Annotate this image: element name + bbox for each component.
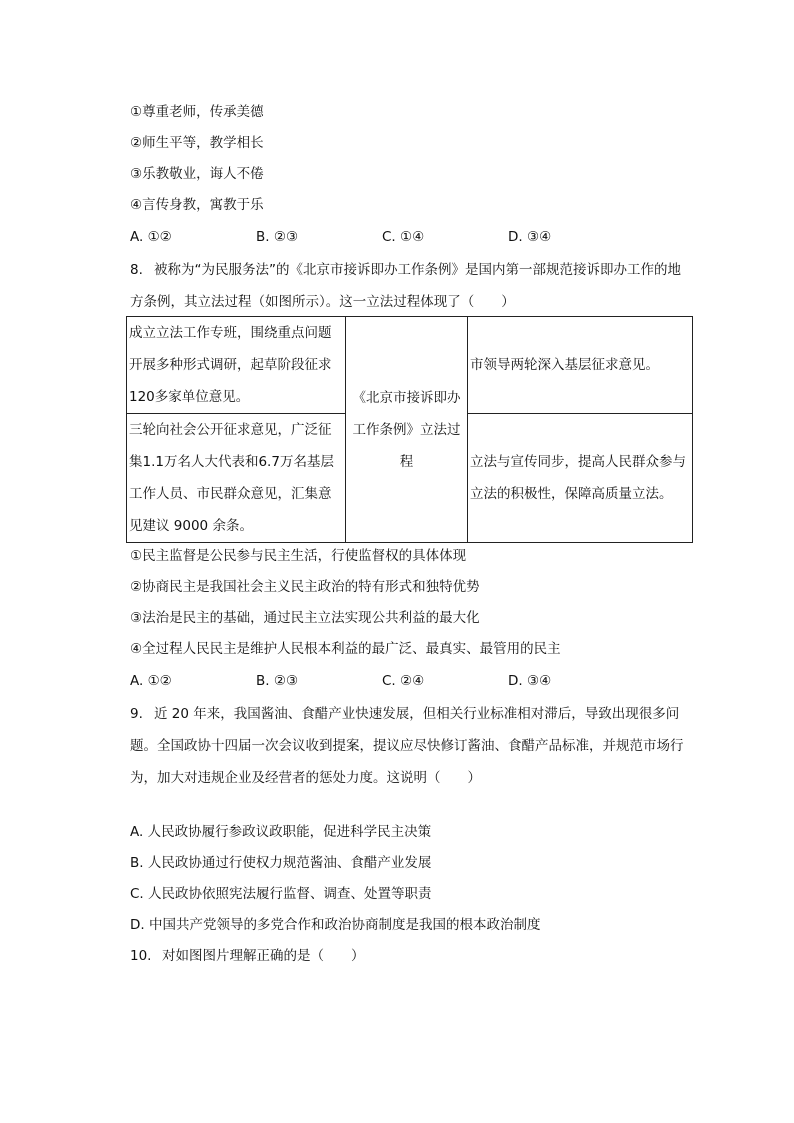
q7-option-c[interactable]: C. ①④ <box>382 229 425 245</box>
q8-option-d[interactable]: D. ③④ <box>508 673 552 689</box>
q8-item-2: ②协商民主是我国社会主义民主政治的特有形式和独特优势 <box>130 579 480 595</box>
q10-stem-text: 对如图图片理解正确的是（ ） <box>162 948 365 964</box>
table-top-left: 成立立法工作专班，围绕重点问题开展多种形式调研，起草阶段征求120多家单位意见。 <box>127 317 346 414</box>
q8-item-4: ④全过程人民民主是维护人民根本利益的最广泛、最真实、最管用的民主 <box>130 641 561 657</box>
q9-stem <box>130 698 692 794</box>
q8-item-3: ③法治是民主的基础，通过民主立法实现公共利益的最大化 <box>130 610 480 626</box>
q8-number: 8. <box>130 262 143 278</box>
table-top-right: 市领导两轮深入基层征求意见。 <box>468 317 693 414</box>
q9-number: 9. <box>130 706 143 722</box>
q7-option-b[interactable]: B. ②③ <box>256 229 299 245</box>
q9-stem-text: 近 20 年来，我国酱油、食醋产业快速发展，但相关行业标准相对滞后，导致出现很多问题。全国政协十四届一次会议收到提案，提议应尽快修订酱油、食醋产品标准，并规范市场行为，加大对违规企业及经营者的惩处力度。这说明（ ） <box>130 706 684 786</box>
q10-number: 10. <box>130 948 152 964</box>
q7-item-2: ②师生平等，教学相长 <box>130 135 264 151</box>
q9-option-b[interactable]: B. 人民政协通过行使权力规范酱油、食醋产业发展 <box>130 855 432 871</box>
q8-option-b[interactable]: B. ②③ <box>256 673 299 689</box>
q7-option-d[interactable]: D. ③④ <box>508 229 552 245</box>
q10-stem <box>130 946 365 966</box>
q8-stem-text: 被称为“为民服务法”的《北京市接诉即办工作条例》是国内第一部规范接诉即办工作的地方条例，其立法过程（如图所示）。这一立法过程体现了（ ） <box>130 262 681 310</box>
table-center: 《北京市接诉即办工作条例》立法过程 <box>346 317 468 543</box>
table-bottom-right: 立法与宣传同步，提高人民群众参与立法的积极性，保障高质量立法。 <box>468 414 693 543</box>
q9-option-d[interactable]: D. 中国共产党领导的多党合作和政治协商制度是我国的根本政治制度 <box>130 917 541 933</box>
q8-option-a[interactable]: A. ①② <box>130 673 172 689</box>
q9-option-c[interactable]: C. 人民政协依照宪法履行监督、调查、处置等职责 <box>130 886 432 902</box>
table-bottom-left: 三轮向社会公开征求意见，广泛征集1.1万名人大代表和6.7万名基层工作人员、市民群众意见，汇集意见建议 9000 余条。 <box>127 414 346 543</box>
q8-option-c[interactable]: C. ②④ <box>382 673 425 689</box>
q8-legislation-table <box>126 316 693 543</box>
q7-item-3: ③乐教敬业，诲人不倦 <box>130 166 264 182</box>
q8-item-1: ①民主监督是公民参与民主生活，行使监督权的具体体现 <box>130 548 467 564</box>
q8-stem <box>130 254 692 318</box>
q8-options <box>130 671 650 691</box>
q7-option-a[interactable]: A. ①② <box>130 229 172 245</box>
q7-item-1: ①尊重老师，传承美德 <box>130 104 264 120</box>
q7-item-4: ④言传身教，寓教于乐 <box>130 197 264 213</box>
q7-options <box>130 227 650 247</box>
q9-option-a[interactable]: A. 人民政协履行参政议政职能，促进科学民主决策 <box>130 824 432 840</box>
